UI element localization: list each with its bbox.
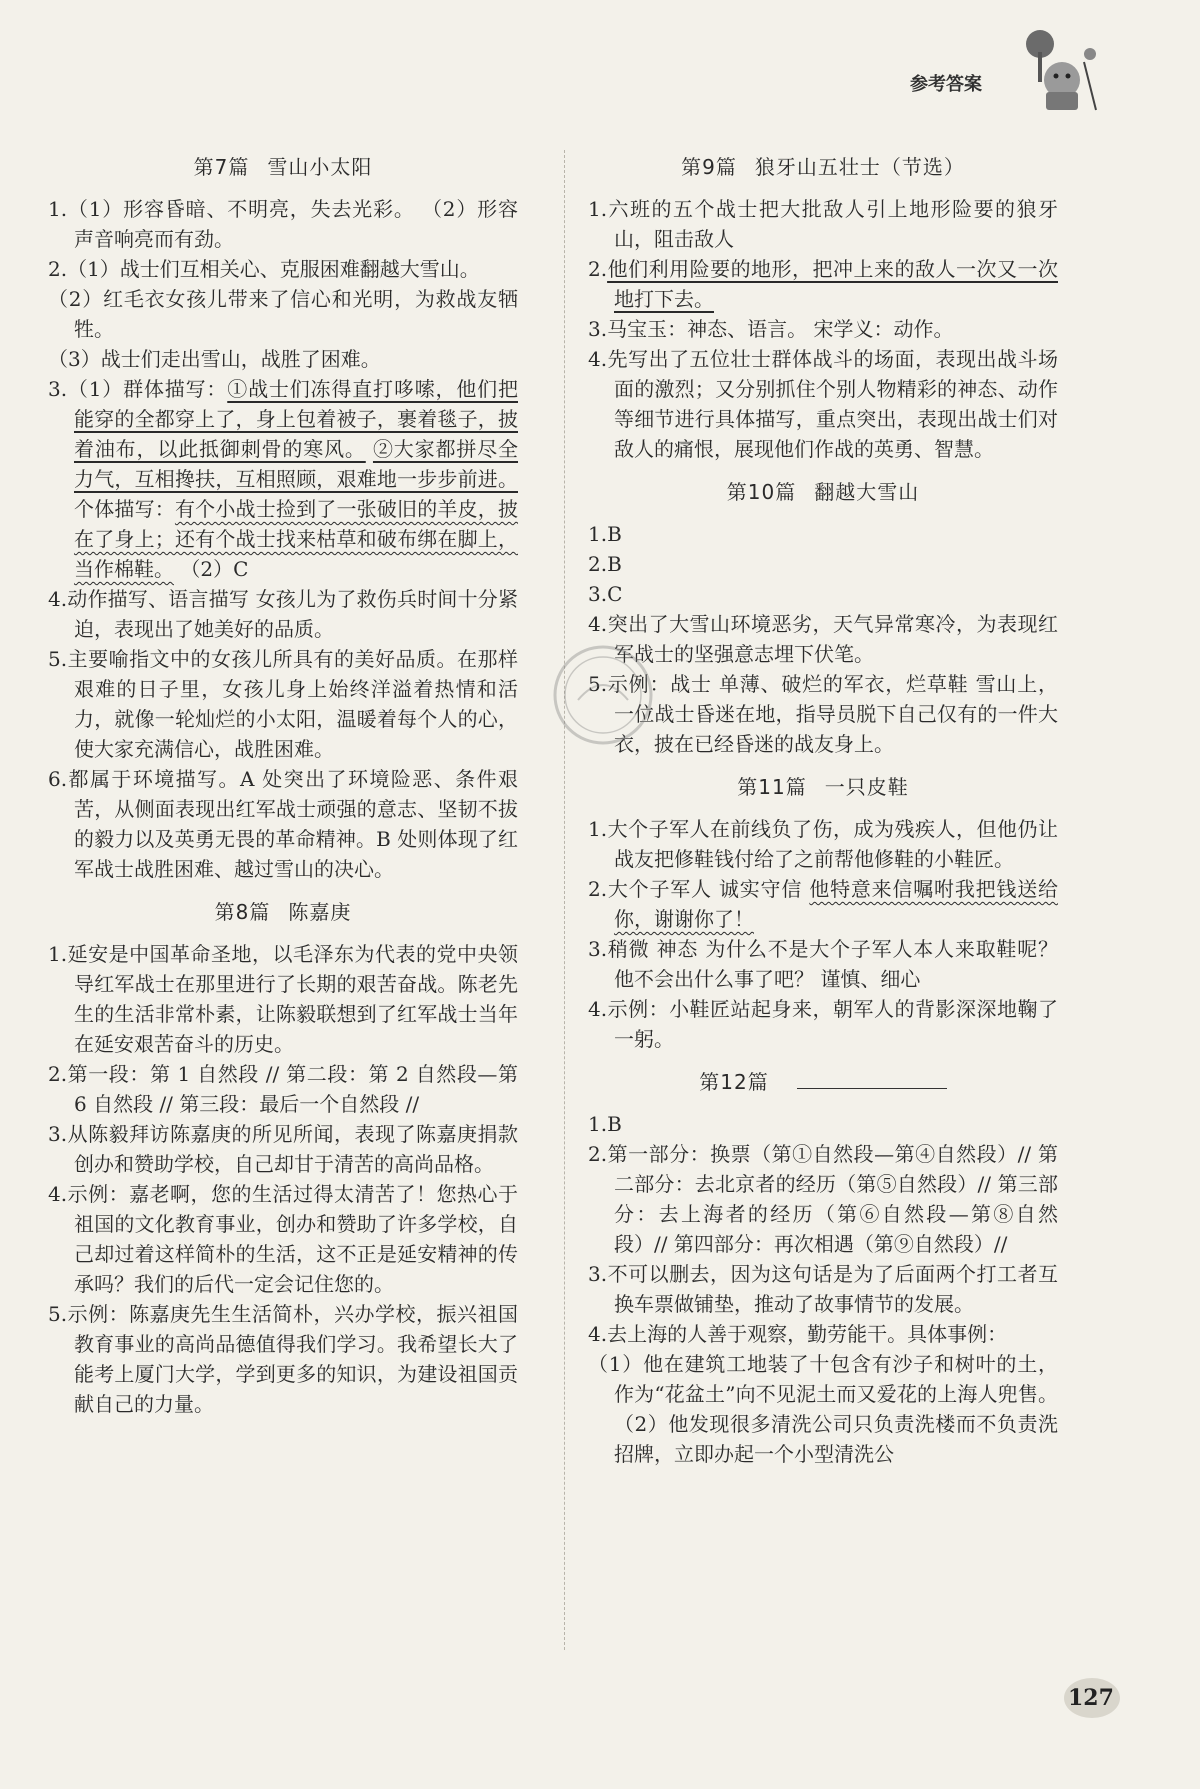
s11-answer-2 bbox=[588, 874, 1058, 934]
s7-answer-3-underlined-2: ②大家都拼尽全力气，互相搀扶，互相照顾，艰难地一步步前进。 bbox=[74, 437, 519, 491]
s9-answer-2-prefix: 2. bbox=[588, 257, 608, 281]
section-8-number: 第8篇 bbox=[214, 900, 271, 924]
s10-answer-1: 1.B bbox=[588, 522, 622, 546]
s9-answer-3: 3.马宝玉：神态、语言。 宋学义：动作。 bbox=[588, 317, 954, 341]
s7-answer-3-underlined-1: ①战士们冻得直打哆嗦，他们把能穿的全都穿上了，身上包着被子，裹着毯子，披着油布，以此抵御刺骨的寒风。 bbox=[74, 377, 518, 461]
section-12-number: 第12篇 bbox=[699, 1070, 769, 1094]
s8-answer-2: 2.第一段：第 1 自然段 // 第二段：第 2 自然段—第 6 自然段 // 第三段：最后一个自然段 // bbox=[48, 1062, 518, 1116]
s11-answer-1: 1.大个子军人在前线负了伤，成为残疾人，但他仍让战友把修鞋钱付给了之前帮他修鞋的小鞋匠。 bbox=[588, 817, 1058, 871]
s12-answer-2: 2.第一部分：换票（第①自然段—第④自然段）// 第二部分：去北京者的经历（第⑤自然段）// 第三部分：去上海者的经历（第⑥自然段—第⑧自然段）// 第四部分：再次相遇（第⑨自然段）// bbox=[588, 1142, 1058, 1256]
s7-answer-3-prefix: 3.（1）群体描写： bbox=[48, 377, 228, 401]
section-9-number: 第9篇 bbox=[681, 155, 737, 179]
s8-answer-1: 1.延安是中国革命圣地，以毛泽东为代表的党中央领导红军战士在那里进行了长期的艰苦奋战。陈老先生的生活非常朴素，让陈毅联想到了红军战士当年在延安艰苦奋斗的历史。 bbox=[48, 942, 518, 1056]
s12-answer-4: 4.去上海的人善于观察，勤劳能干。具体事例： bbox=[588, 1322, 1008, 1346]
section-9-name: 狼牙山五壮士（节选） bbox=[754, 155, 965, 179]
mascot-illustration-icon bbox=[1010, 22, 1105, 117]
s10-answer-3: 3.C bbox=[588, 582, 623, 606]
s7-answer-3-middle: 个体描写： bbox=[74, 497, 175, 521]
s12-answer-4b-text: （1）他在建筑工地装了十包含有沙子和树叶的土，作为“花盆土”向不见泥土而又爱花的上海人兜售。（2）他发现很多清洗公司只负责洗楼而不负责洗招牌，立即办起一个小型清洗公 bbox=[588, 1352, 1058, 1466]
section-8-name: 陈嘉庚 bbox=[288, 900, 352, 924]
left-column bbox=[48, 145, 518, 1419]
s7-answer-3-underlined-3: 有个小战士捡到了一张破旧的羊皮，披在了身上；还有个战士找来枯草和破布绑在脚上，当作棉鞋。 bbox=[74, 497, 519, 581]
s9-answer-2-underlined: 他们利用险要的地形，把冲上来的敌人一次又一次地打下去。 bbox=[607, 257, 1058, 311]
section-12-title-blank bbox=[797, 1078, 947, 1089]
column-divider bbox=[564, 150, 565, 1650]
s11-answer-4: 4.示例：小鞋匠站起身来，朝军人的背影深深地鞠了一躬。 bbox=[588, 997, 1058, 1051]
s7-answer-4: 4.动作描写、语言描写 女孩儿为了救伤兵时间十分紧迫，表现出了她美好的品质。 bbox=[48, 587, 518, 641]
s8-answer-5: 5.示例：陈嘉庚先生生活简朴，兴办学校，振兴祖国教育事业的高尚品德值得我们学习。我希望长大了能考上厦门大学，学到更多的知识，为建设祖国贡献自己的力量。 bbox=[48, 1302, 518, 1416]
s7-answer-2c bbox=[48, 344, 518, 374]
s7-answer-2b bbox=[48, 284, 518, 344]
section-11-number: 第11篇 bbox=[737, 775, 807, 799]
s7-answer-6: 6.都属于环境描写。A 处突出了环境险恶、条件艰苦，从侧面表现出红军战士顽强的意志、坚韧不拔的毅力以及英勇无畏的革命精神。B 处则体现了红军战士战胜困难、越过雪山的决心。 bbox=[48, 767, 518, 881]
s7-answer-5: 5.主要喻指文中的女孩儿所具有的美好品质。在那样艰难的日子里，女孩儿身上始终洋溢着热情和活力，就像一轮灿烂的小太阳，温暖着每个人的心，使大家充满信心，战胜困难。 bbox=[48, 647, 518, 761]
section-9-title bbox=[588, 151, 1058, 180]
section-7-number: 第7篇 bbox=[193, 155, 250, 179]
s12-answer-1: 1.B bbox=[588, 1112, 622, 1136]
s11-answer-2-underlined: 他特意来信嘱咐我把钱送给你，谢谢你了！ bbox=[614, 877, 1059, 931]
section-11-title bbox=[588, 771, 1058, 800]
section-11-name: 一只皮鞋 bbox=[824, 775, 909, 799]
s9-answer-1: 1.六班的五个战士把大批敌人引上地形险要的狼牙山，阻击敌人 bbox=[588, 197, 1058, 251]
s7-answer-2c-text: （3）战士们走出雪山，战胜了困难。 bbox=[48, 347, 381, 371]
s11-answer-2-prefix: 2.大个子军人 诚实守信 bbox=[588, 877, 810, 901]
section-12-title bbox=[588, 1066, 1058, 1095]
section-8-title bbox=[48, 896, 518, 925]
s7-answer-3 bbox=[48, 374, 518, 584]
section-7-name: 雪山小太阳 bbox=[267, 155, 373, 179]
s7-answer-3-end: （2）C bbox=[174, 557, 249, 581]
s9-answer-4: 4.先写出了五位壮士群体战斗的场面，表现出战斗场面的激烈；又分别抓住个别人物精彩的神态、动作等细节进行具体描写，重点突出，表现出战士们对敌人的痛恨，展现他们作战的英勇、智慧。 bbox=[588, 347, 1058, 461]
page-number: 127 bbox=[1068, 1685, 1114, 1711]
right-column bbox=[588, 145, 1058, 1469]
header-label: 参考答案 bbox=[910, 74, 982, 95]
section-10-name: 翻越大雪山 bbox=[814, 480, 920, 504]
s9-answer-2 bbox=[588, 254, 1058, 314]
s8-answer-4: 4.示例：嘉老啊，您的生活过得太清苦了！您热心于祖国的文化教育事业，创办和赞助了许多学校，自己却过着这样简朴的生活，这不正是延安精神的传承吗？我们的后代一定会记住您的。 bbox=[48, 1182, 518, 1296]
section-10-number: 第10篇 bbox=[726, 480, 797, 504]
s8-answer-3: 3.从陈毅拜访陈嘉庚的所见所闻，表现了陈嘉庚捐款创办和赞助学校，自己却甘于清苦的高尚品格。 bbox=[48, 1122, 518, 1176]
section-7-title bbox=[48, 151, 518, 180]
s7-answer-2: 2.（1）战士们互相关心、克服困难翻越大雪山。 bbox=[48, 257, 480, 281]
s12-answer-3: 3.不可以删去，因为这句话是为了后面两个打工者互换车票做铺垫，推动了故事情节的发展。 bbox=[588, 1262, 1058, 1316]
s10-answer-4: 4.突出了大雪山环境恶劣，天气异常寒冷，为表现红军战士的坚强意志埋下伏笔。 bbox=[588, 612, 1058, 666]
s12-answer-4b bbox=[588, 1349, 1058, 1469]
s11-answer-3: 3.稍微 神态 为什么不是大个子军人本人来取鞋呢？他不会出什么事了吧？ 谨慎、细心 bbox=[588, 937, 1058, 991]
section-10-title bbox=[588, 476, 1058, 505]
s7-answer-1: 1.（1）形容昏暗、不明亮，失去光彩。 （2）形容声音响亮而有劲。 bbox=[48, 197, 518, 251]
s10-answer-5: 5.示例：战士 单薄、破烂的军衣，烂草鞋 雪山上，一位战士昏迷在地，指导员脱下自己仅有的一件大衣，披在已经昏迷的战友身上。 bbox=[588, 672, 1058, 756]
s7-answer-2b-text: （2）红毛衣女孩儿带来了信心和光明，为救战友牺牲。 bbox=[48, 287, 518, 341]
watermark-stamp-icon bbox=[548, 640, 658, 750]
s10-answer-2: 2.B bbox=[588, 552, 622, 576]
